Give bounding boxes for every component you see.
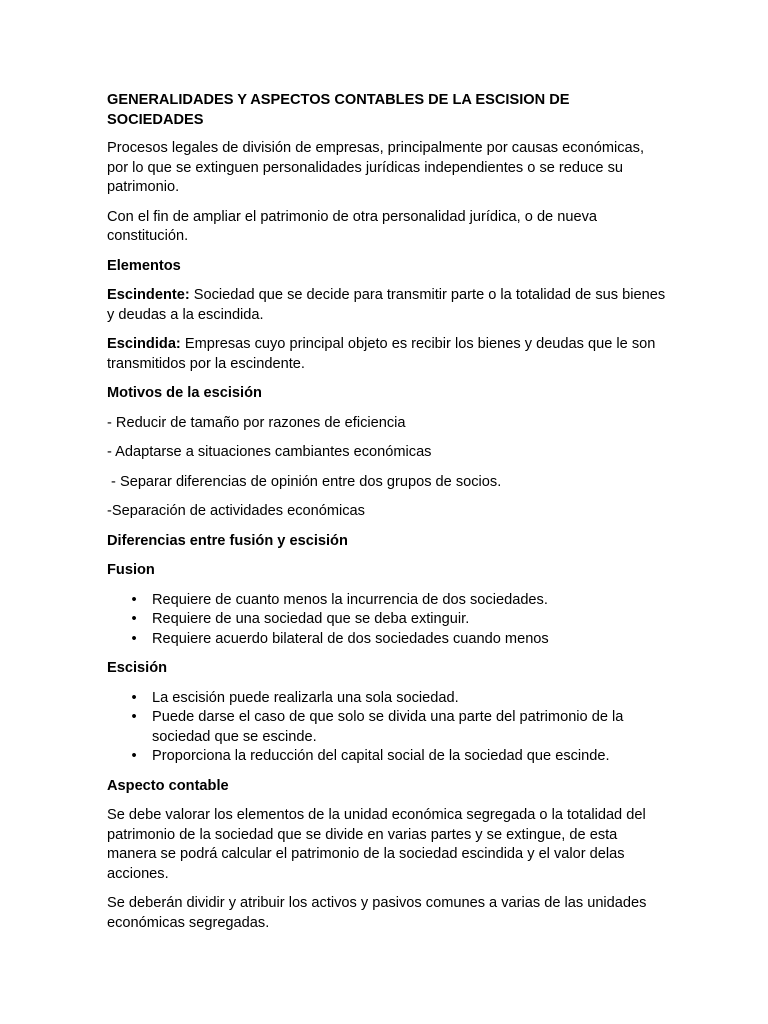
- subheading-fusion: Fusion: [107, 562, 155, 578]
- bullet-icon: •: [131, 709, 137, 725]
- escision-bullet-item: [107, 747, 667, 767]
- escision-bullet-text: La escisión puede realizarla una sola sociedad.: [152, 689, 459, 706]
- intro-paragraph-1: Procesos legales de división de empresas, principalmente por causas económicas, por lo que se extinguen personalidades jurídicas independientes o se reduce su patrimonio.: [107, 140, 645, 195]
- term-escindida: Escindida:: [107, 336, 181, 352]
- definition-escindida: [107, 335, 667, 374]
- escision-bullet-text: Puede darse el caso de que solo se divida una parte del patrimonio de la sociedad que se escinde.: [152, 709, 624, 745]
- bullet-icon: •: [131, 689, 137, 706]
- motivo-item-2: - Adaptarse a situaciones cambiantes económicas: [107, 444, 432, 460]
- definition-escindente: [107, 286, 667, 325]
- document-page: [107, 91, 667, 943]
- escision-bullet-item: [107, 689, 667, 709]
- bullet-icon: •: [131, 591, 137, 608]
- section-heading-elementos: Elementos: [107, 257, 181, 274]
- motivo-item-3: - Separar diferencias de opinión entre dos grupos de socios.: [107, 473, 502, 490]
- definition-escindente-text: Sociedad que se decide para transmitir parte o la totalidad de sus bienes y deudas a la escindida.: [107, 287, 666, 323]
- fusion-bullet-text: Requiere acuerdo bilateral de dos sociedades cuando menos: [152, 630, 549, 647]
- fusion-bullet-text: Requiere de una sociedad que se deba extinguir.: [152, 611, 470, 627]
- fusion-bullet-item: [107, 591, 667, 611]
- fusion-bullet-item: [107, 630, 667, 650]
- bullet-icon: •: [131, 630, 137, 647]
- document-title: GENERALIDADES Y ASPECTOS CONTABLES DE LA ESCISION DE SOCIEDADES: [107, 92, 570, 128]
- escision-bullet-text: Proporciona la reducción del capital social de la sociedad que escinde.: [152, 748, 610, 764]
- escision-bullet-list: [107, 689, 667, 767]
- bullet-icon: •: [131, 611, 137, 627]
- definition-escindida-text: Empresas cuyo principal objeto es recibir los bienes y deudas que le son transmitidos por la escindente.: [107, 336, 656, 372]
- aspecto-contable-paragraph-2: Se deberán dividir y atribuir los activos y pasivos comunes a varias de las unidades económicas segregadas.: [107, 895, 647, 931]
- section-heading-aspecto-contable: Aspecto contable: [107, 777, 229, 794]
- escision-bullet-item: [107, 708, 667, 747]
- fusion-bullet-list: [107, 591, 667, 650]
- motivo-item-4: -Separación de actividades económicas: [107, 503, 365, 519]
- section-heading-diferencias: Diferencias entre fusión y escisión: [107, 532, 348, 549]
- subheading-escision: Escisión: [107, 660, 168, 676]
- aspecto-contable-paragraph-1: Se debe valorar los elementos de la unidad económica segregada o la totalidad del patrimonio de la sociedad que se divide en varias partes y se extingue, de esta manera se podrá calcular el patrimonio de la sociedad escindida y el valor delas acciones.: [107, 807, 646, 882]
- bullet-icon: •: [131, 748, 137, 764]
- intro-paragraph-2: Con el fin de ampliar el patrimonio de otra personalidad jurídica, o de nueva constitución.: [107, 208, 597, 244]
- fusion-bullet-item: [107, 610, 667, 630]
- section-heading-motivos: Motivos de la escisión: [107, 385, 262, 401]
- motivo-item-1: - Reducir de tamaño por razones de eficiencia: [107, 414, 406, 431]
- term-escindente: Escindente:: [107, 287, 190, 303]
- fusion-bullet-text: Requiere de cuanto menos la incurrencia de dos sociedades.: [152, 591, 548, 608]
